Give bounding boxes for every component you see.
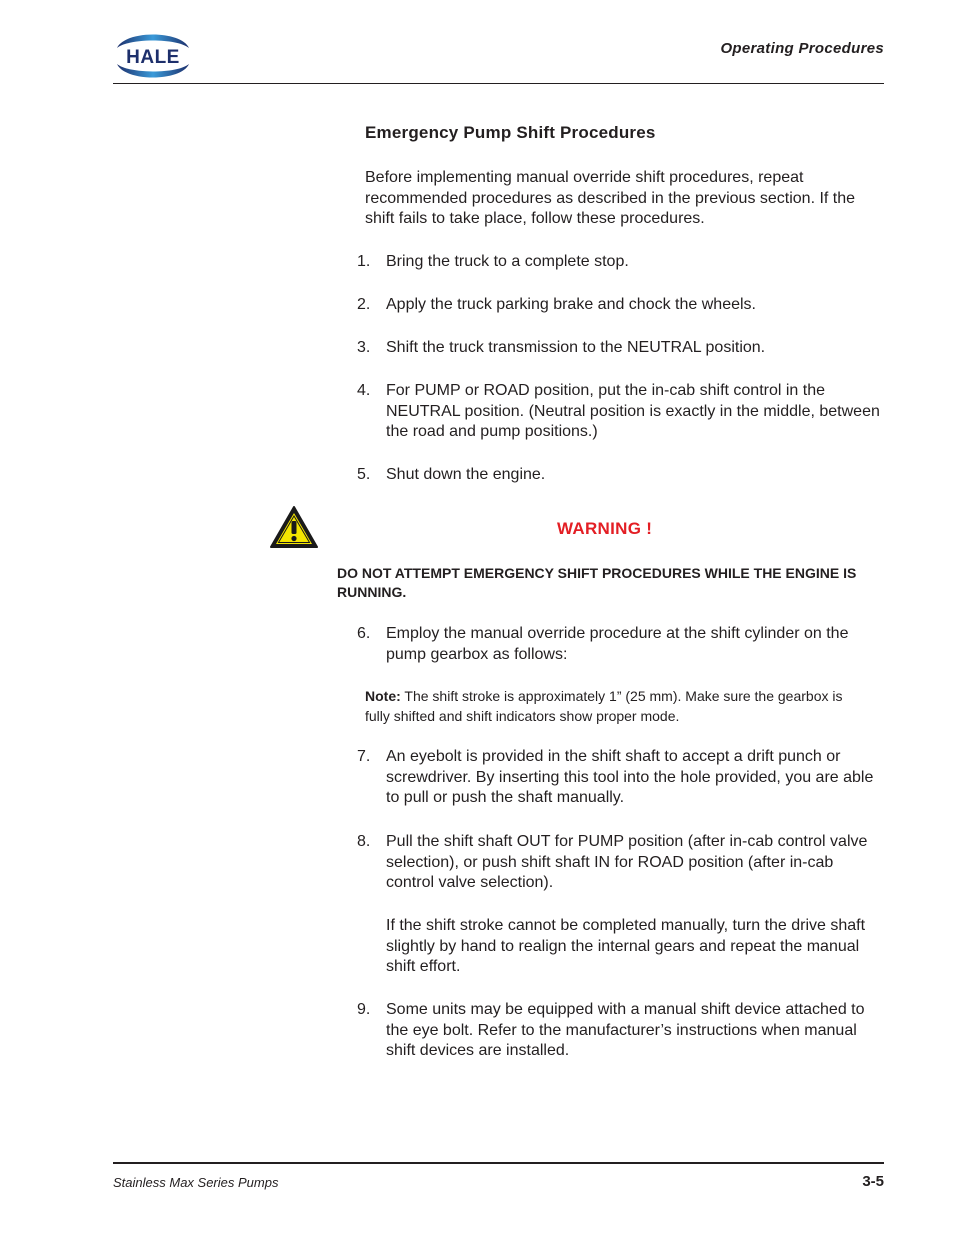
step-text: Employ the manual override procedure at the shift cylinder on the pump gearbox as follows: — [386, 625, 849, 663]
step-8-followup — [357, 916, 885, 978]
step-9 — [357, 1000, 885, 1062]
hale-logo — [111, 26, 195, 84]
footer-title: Stainless Max Series Pumps — [113, 1175, 279, 1190]
step-6 — [357, 624, 885, 665]
note-block — [365, 687, 865, 726]
step-text: Bring the truck to a complete stop. — [386, 253, 629, 270]
step-8 — [357, 832, 885, 894]
step-2 — [357, 295, 885, 316]
step-number: 2. — [357, 296, 371, 313]
step-number: 8. — [357, 833, 371, 850]
step-text: Shift the truck transmission to the NEUTRAL position. — [386, 339, 766, 356]
warning-title: WARNING ! — [557, 519, 653, 538]
step-text: An eyebolt is provided in the shift shaft to accept a drift punch or screwdriver. By inserting this tool into the hole provided, you are able to pull or push the shaft manually. — [386, 748, 874, 807]
intro-paragraph: Before implementing manual override shift procedures, repeat recommended procedures as described in the previous section. If the shift fails to take place, follow these procedures. — [365, 169, 856, 228]
logo-text: HALE — [126, 47, 180, 68]
step-number: 6. — [357, 625, 371, 642]
header-rule — [113, 83, 884, 84]
warning-triangle-icon — [269, 505, 319, 550]
step-4 — [357, 381, 885, 443]
step-7 — [357, 747, 885, 809]
step-text: Shut down the engine. — [386, 466, 546, 483]
step-number: 7. — [357, 748, 371, 765]
step-5 — [357, 465, 885, 486]
step-number: 5. — [357, 466, 371, 483]
page-number: 3-5 — [862, 1173, 884, 1190]
warning-text: DO NOT ATTEMPT EMERGENCY SHIFT PROCEDURES WHILE THE ENGINE IS RUNNING. — [337, 565, 857, 600]
step-number: 3. — [357, 339, 371, 356]
step-text: Apply the truck parking brake and chock the wheels. — [386, 296, 756, 313]
step-text: Pull the shift shaft OUT for PUMP position (after in-cab control valve selection), or push shift shaft IN for ROAD position (after in-cab control valve selection). — [386, 833, 868, 892]
note-label: Note: — [365, 688, 401, 704]
step-text: For PUMP or ROAD position, put the in-cab shift control in the NEUTRAL position. (Neutral position is exactly in the middle, between the road and pump positions.) — [386, 382, 880, 441]
note-text: The shift stroke is approximately 1” (25 mm). Make sure the gearbox is fully shifted and shift indicators show proper mode. — [365, 688, 843, 724]
step-1 — [357, 252, 885, 273]
section-heading: Emergency Pump Shift Procedures — [365, 123, 656, 142]
step-3 — [357, 338, 885, 359]
step-followup-text: If the shift stroke cannot be completed manually, turn the drive shaft slightly by hand to realign the internal gears and repeat the manual shift effort. — [386, 917, 866, 976]
step-number: 9. — [357, 1001, 371, 1018]
step-text: Some units may be equipped with a manual shift device attached to the eye bolt. Refer to the manufacturer’s instructions when manual shift devices are installed. — [386, 1001, 865, 1060]
footer-rule — [113, 1162, 884, 1164]
step-number: 4. — [357, 382, 371, 399]
header-section-title: Operating Procedures — [720, 40, 884, 57]
step-number: 1. — [357, 253, 371, 270]
